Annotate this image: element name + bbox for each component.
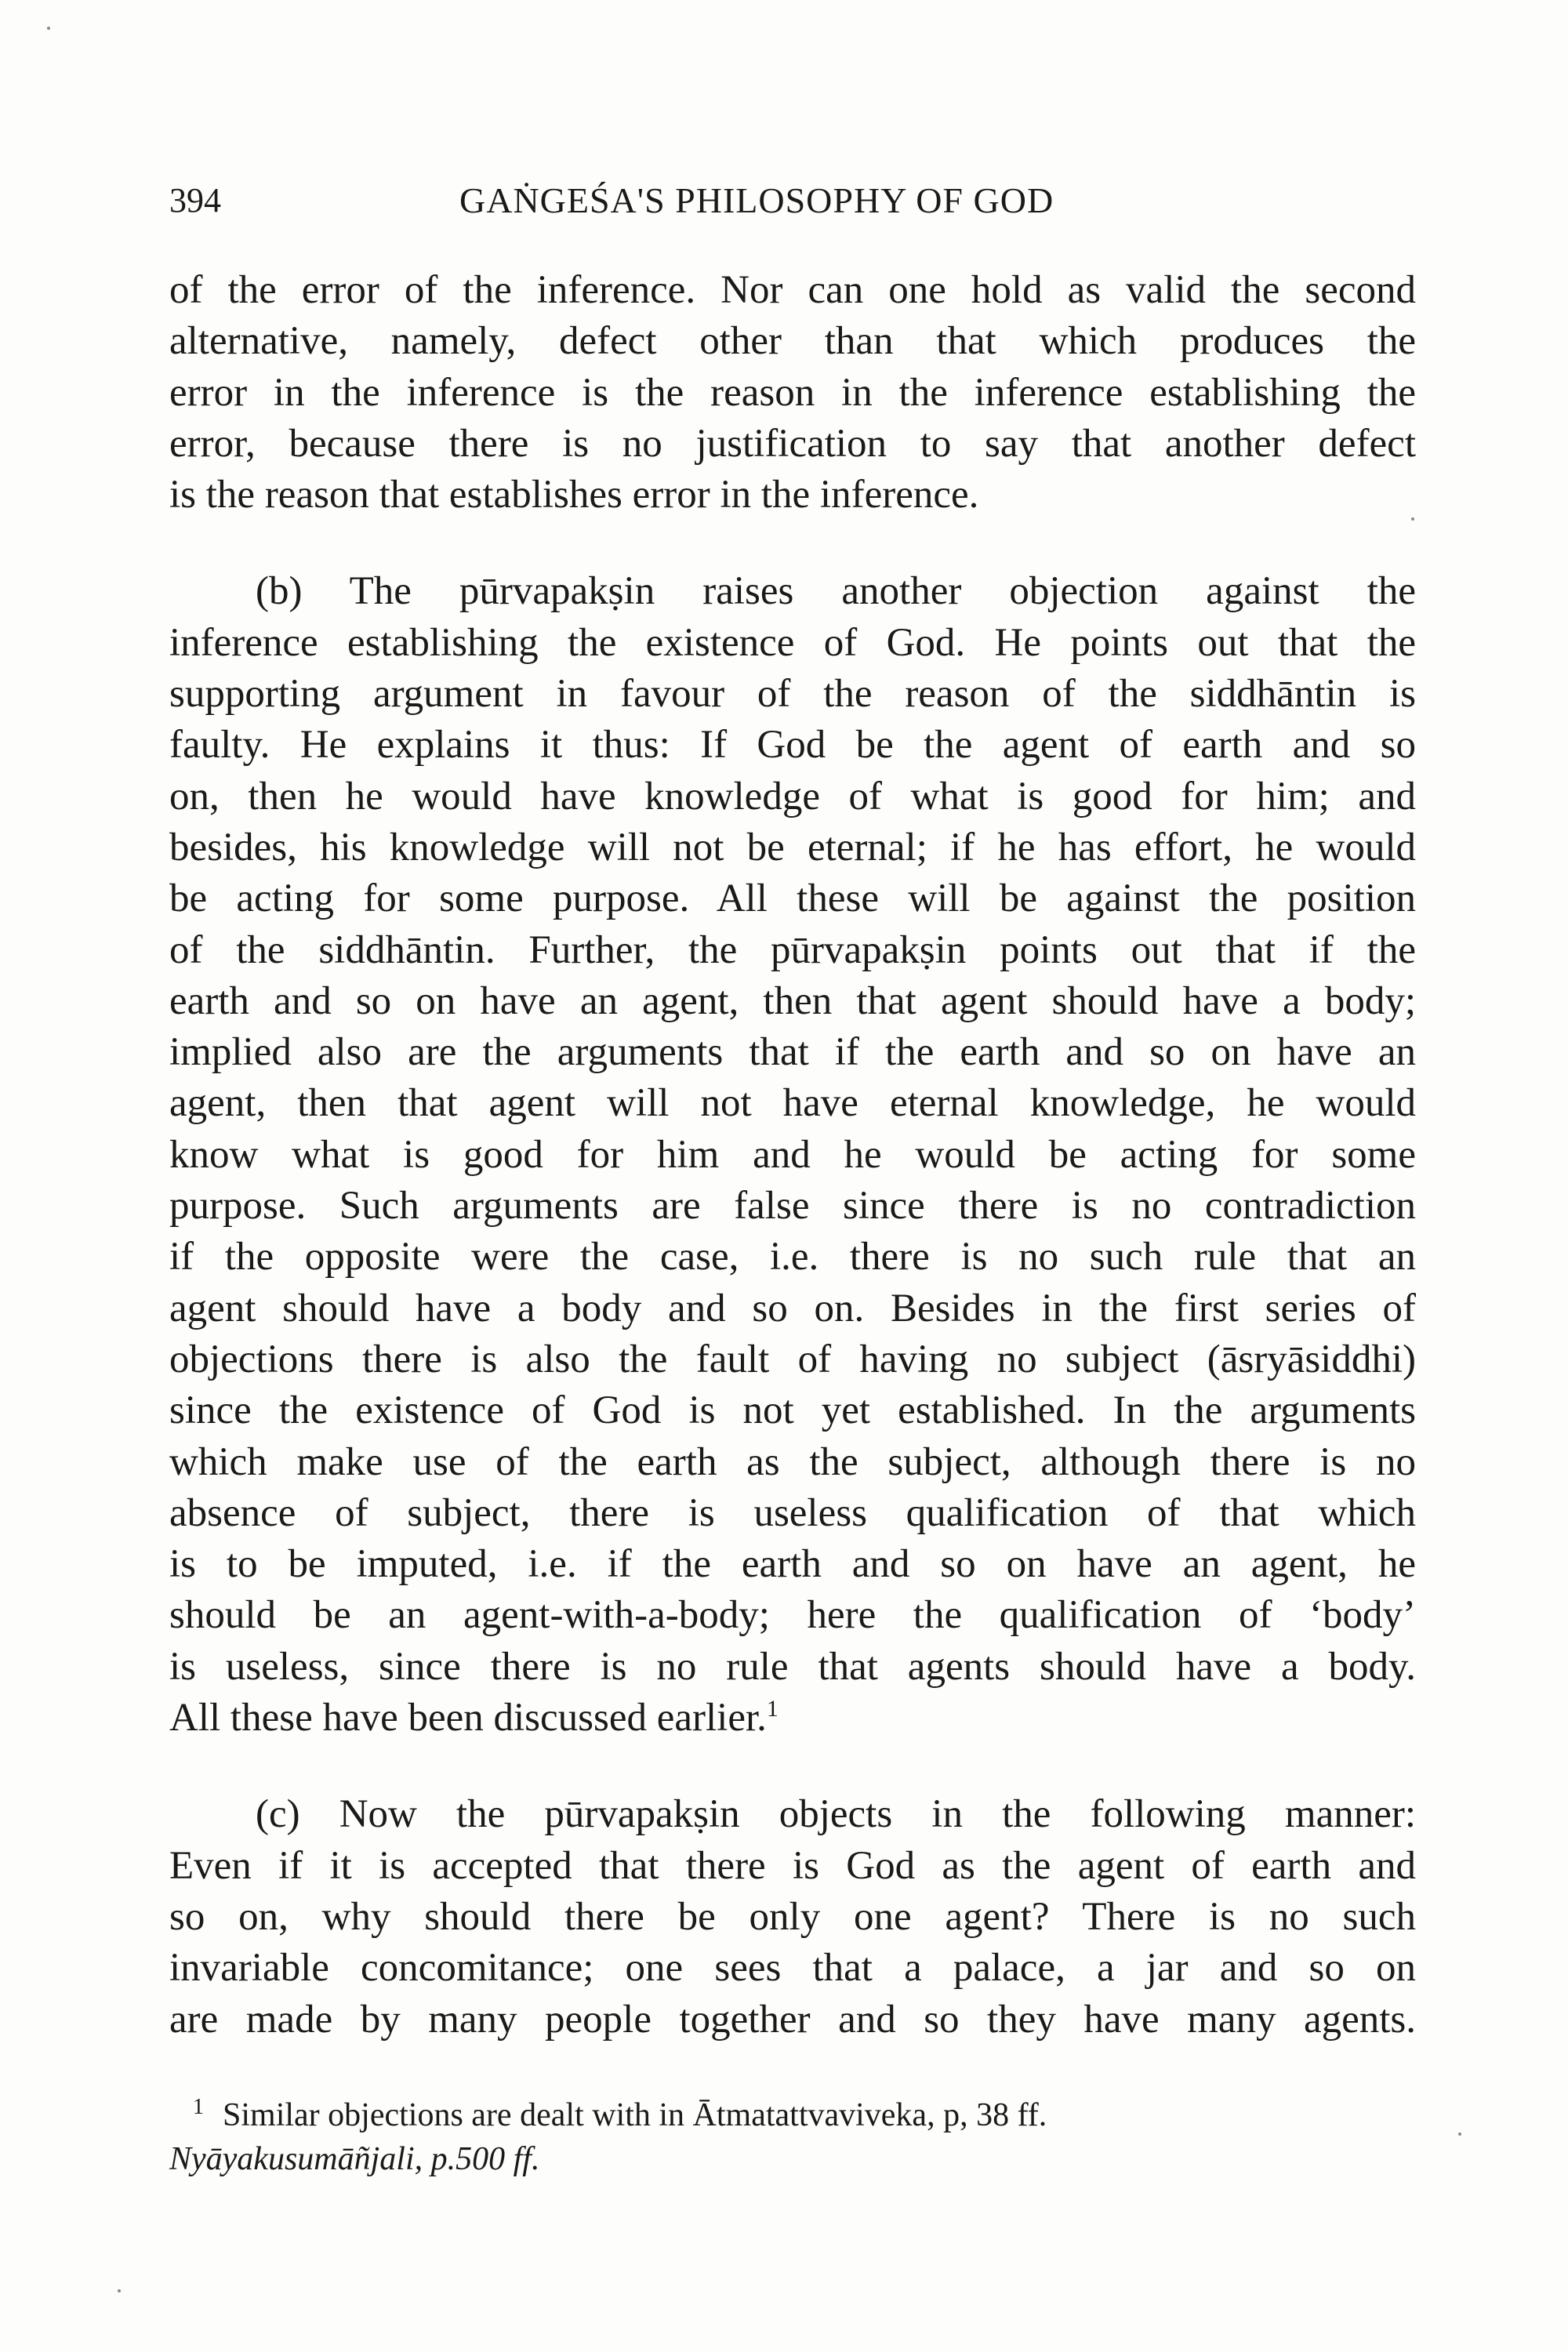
footnote-line (169, 2137, 1416, 2181)
text-line: earth and so on have an agent, then that agent should have a body; (169, 978, 1416, 1023)
scan-speck (1458, 2132, 1461, 2136)
text-line: inference establishing the existence of God. He points out that the (169, 620, 1416, 665)
text-line: alternative, namely, defect other than that which produces the (169, 319, 1416, 364)
text-line: supporting argument in favour of the reason of the siddhāntin is (169, 672, 1416, 717)
text-line: All these have been discussed earlier. (169, 1696, 767, 1740)
text-line: purpose. Such arguments are false since there is no contradiction (169, 1184, 1416, 1229)
text-line: know what is good for him and he would be acting for some (169, 1132, 1416, 1177)
footnote-text: Similar objections are dealt with in Ātmatattvaviveka, p, 38 ff. (223, 2097, 1047, 2133)
text-line: should be an agent-with-a-body; here the qualification of ‘body’ (169, 1593, 1416, 1638)
text-line: be acting for some purpose. All these will be against the position (169, 877, 1416, 921)
footnote-marker: 1 (193, 2095, 204, 2119)
text-line: are made by many people together and so they have many agents. (169, 1997, 1416, 2042)
text-line: is to be imputed, i.e. if the earth and so on have an agent, he (169, 1542, 1416, 1587)
paragraph-c (169, 1789, 1416, 2045)
text-line: invariable concomitance; one sees that a palace, a jar and so on (169, 1946, 1416, 1991)
text-line: is the reason that establishes error in the inference. (169, 473, 979, 517)
scan-speck (118, 2289, 121, 2292)
body-text (169, 265, 1416, 2045)
text-line: faulty. He explains it thus: If God be the agent of earth and so (169, 723, 1416, 768)
text-line: is useless, since there is no rule that agents should have a body. (169, 1644, 1416, 1689)
footnote-reference[interactable]: 1 (766, 1696, 779, 1722)
text-line: (b) The pūrvapakṣin raises another objection against the (256, 569, 1416, 614)
text-line: agent, then that agent will not have eternal knowledge, he would (169, 1081, 1416, 1126)
text-line: objections there is also the fault of having no subject (āsryāsiddhi) (169, 1337, 1416, 1381)
scan-speck (1411, 517, 1414, 521)
footnote-line (169, 2085, 1416, 2137)
text-line: agent should have a body and so on. Besides in the first series of (169, 1286, 1416, 1330)
text-line: of the siddhāntin. Further, the pūrvapakṣin points out that if the (169, 927, 1416, 972)
footnotes (169, 2085, 1416, 2181)
text-line: besides, his knowledge will not be eternal; if he has effort, he would (169, 825, 1416, 869)
paragraph-continued (169, 265, 1416, 521)
running-title: GAṄGEŚA'S PHILOSOPHY OF GOD (459, 180, 1054, 220)
text-line: if the opposite were the case, i.e. there is no such rule that an (169, 1235, 1416, 1279)
text-line: error in the inference is the reason in the inference establishing the (169, 370, 1416, 415)
paragraph-b (169, 566, 1416, 1744)
text-line: Even if it is accepted that there is God as the agent of earth and (169, 1843, 1416, 1888)
text-line: since the existence of God is not yet established. In the arguments (169, 1388, 1416, 1433)
scan-speck (47, 27, 50, 30)
page-number: 394 (169, 181, 221, 220)
text-line: of the error of the inference. Nor can one hold as valid the second (169, 268, 1416, 312)
footnote-text: Nyāyakusumāñjali, p.500 ff. (169, 2141, 540, 2177)
text-line: so on, why should there be only one agent? There is no such (169, 1894, 1416, 1939)
text-line-with-ref (169, 1693, 1416, 1744)
text-line: implied also are the arguments that if the earth and so on have an (169, 1030, 1416, 1075)
text-line: error, because there is no justification to say that another defect (169, 421, 1416, 466)
text-line: (c) Now the pūrvapakṣin objects in the following manner: (256, 1792, 1416, 1837)
text-line: which make use of the earth as the subject, although there is no (169, 1439, 1416, 1484)
text-line: absence of subject, there is useless qualification of that which (169, 1490, 1416, 1535)
text-line: on, then he would have knowledge of what is good for him; and (169, 774, 1416, 818)
running-head (169, 177, 1416, 224)
